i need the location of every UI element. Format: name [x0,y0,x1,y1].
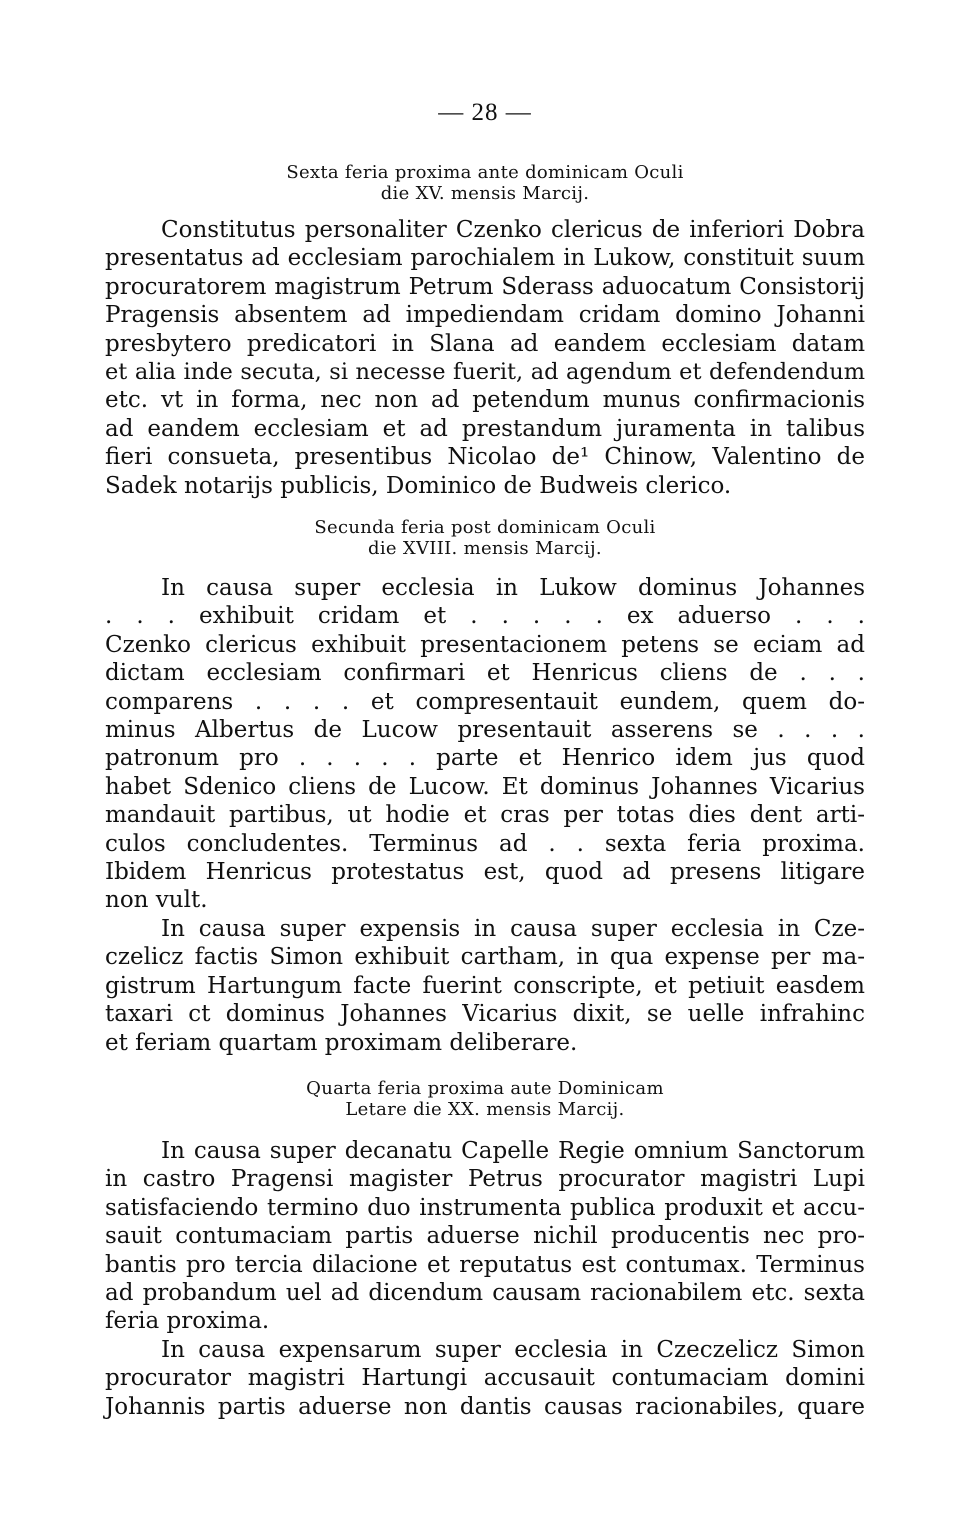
text-line: etc. vt in forma, nec non ad petendum munus confirmacionis [105,387,865,414]
heading-line: Letare die XX. mensis Marcij. [345,1099,625,1120]
text-line: bantis pro tercia dilacione et reputatus est contumax. Terminus [105,1251,865,1278]
text-line: gistrum Hartungum facte fuerint conscripte, et petiuit easdem [105,972,865,999]
section-heading-2 [105,517,865,559]
text-line: culos concludentes. Terminus ad . . sexta feria proxima. [105,830,865,857]
text-line: minus Albertus de Lucow presentauit asserens se . . . . [105,716,865,743]
section-heading-1 [105,162,865,204]
text-line: habet Sdenico cliens de Lucow. Et dominus Johannes Vicarius [105,773,865,800]
text-line: Sadek notarijs publicis, Dominico de Budweis clerico. [105,472,732,499]
text-line: patronum pro . . . . . parte et Henrico idem jus quod [105,745,865,772]
text-line: Johannis partis aduerse non dantis causas racionabiles, quare [105,1393,865,1420]
text-line: Ibidem Henricus protestatus est, quod ad presens litigare [105,858,865,885]
paragraph-lukow [105,574,865,915]
text-line: et alia inde secuta, si necesse fuerit, ad agendum et defendendum [105,358,865,385]
text-line: . . . exhibuit cridam et . . . . . ex aduerso . . . [105,603,865,630]
text-line: in castro Pragensi magister Petrus procurator magistri Lupi [105,1166,865,1193]
text-line: In causa super decanatu Capelle Regie omnium Sanctorum [161,1138,865,1164]
text-line: In causa expensarum super ecclesia in Czeczelicz Simon [161,1337,865,1363]
page-number: — 28 — [438,99,532,126]
text-line: Czenko clericus exhibuit presentacionem petens se eciam ad [105,631,865,658]
text-line: feria proxima. [105,1308,270,1335]
text-line: Constitutus personaliter Czenko clericus de inferiori Dobra [161,217,865,243]
text-line: taxari ct dominus Johannes Vicarius dixit, se uelle infrahinc [105,1001,865,1028]
heading-line: Quarta feria proxima aute Dominicam [306,1078,664,1099]
text-line: ad probandum uel ad dicendum causam racionabilem etc. sexta [105,1279,865,1306]
text-line: presentatus ad ecclesiam parochialem in Lukow, constituit suum [105,245,865,272]
paragraph-constitutus [105,216,865,500]
text-line: satisfaciendo termino duo instrumenta publica produxit et accu- [105,1194,865,1221]
heading-line: die XVIII. mensis Marcij. [368,538,602,559]
heading-line: die XV. mensis Marcij. [380,183,590,204]
text-line: dictam ecclesiam confirmari et Henricus cliens de . . . [105,660,865,687]
text-line: sauit contumaciam partis aduerse nichil producentis nec pro- [105,1223,865,1250]
text-line: fieri consueta, presentibus Nicolao de¹ Chinow, Valentino de [105,444,865,471]
text-line: procuratorem magistrum Petrum Sderass aduocatum Consistorij [105,273,865,300]
text-line: In causa super expensis in causa super ecclesia in Cze- [161,916,865,942]
paragraph-decanatu [105,1137,865,1336]
text-line: non vult. [105,887,208,914]
text-line: presbytero predicatori in Slana ad eandem ecclesiam datam [105,330,865,357]
heading-line: Secunda feria post dominicam Oculi [314,517,656,538]
text-line: In causa super ecclesia in Lukow dominus Johannes [161,575,865,601]
heading-line: Sexta feria proxima ante dominicam Oculi [286,162,684,183]
paragraph-czeczelicz-expensis [105,915,865,1057]
paragraph-expensarum [105,1336,865,1421]
text-line: ad eandem ecclesiam et ad prestandum juramenta in talibus [105,415,865,442]
text-line: procurator magistri Hartungi accusauit contumaciam domini [105,1365,865,1392]
text-line: comparens . . . . et compresentauit eundem, quem do- [105,688,865,715]
text-line: czelicz factis Simon exhibuit cartham, in qua expense per ma- [105,944,865,971]
section-heading-3 [105,1078,865,1120]
text-line: et feriam quartam proximam deliberare. [105,1029,578,1056]
text-line: Pragensis absentem ad impediendam cridam domino Johanni [105,302,865,329]
text-line: mandauit partibus, ut hodie et cras per totas dies dent arti- [105,802,865,829]
